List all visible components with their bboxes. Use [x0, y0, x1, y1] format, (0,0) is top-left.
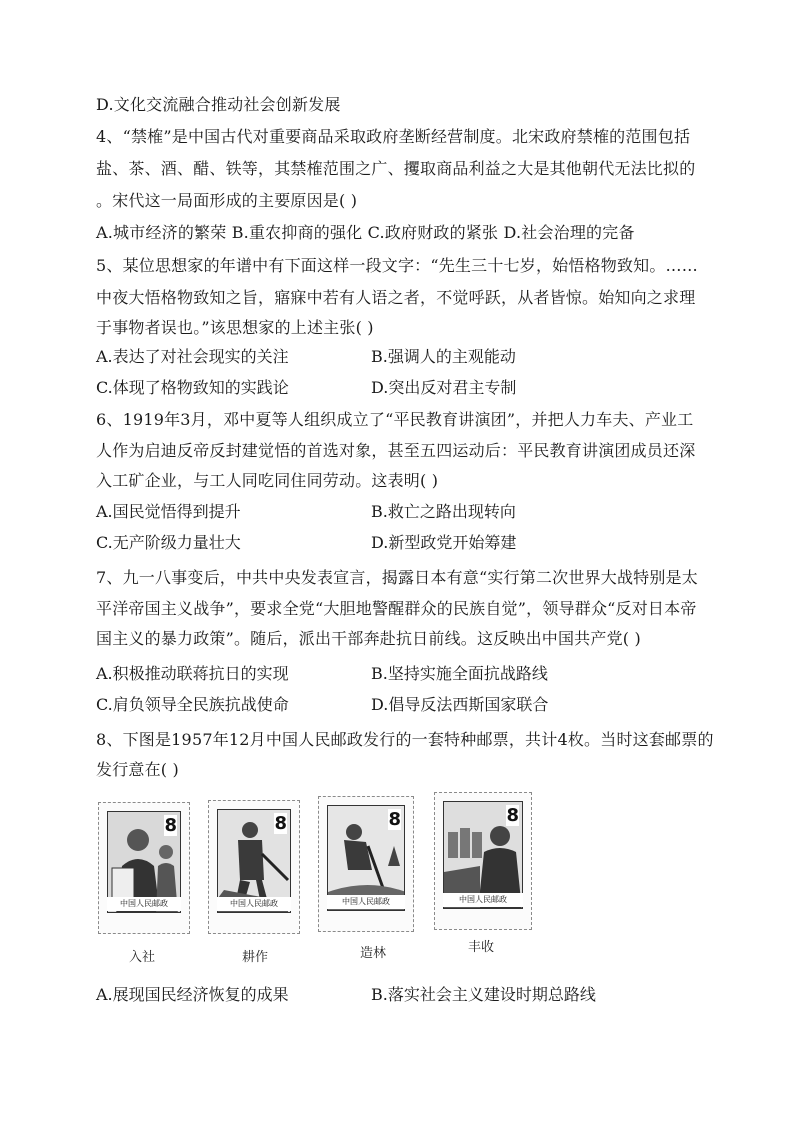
q5-option-a: A.表达了对社会现实的关注	[96, 347, 289, 366]
stamp-afforestation	[318, 796, 414, 932]
q8-stem-line-2: 发行意在( )	[96, 760, 179, 779]
q5-option-b: B.强调人的主观能动	[371, 347, 516, 366]
stamp-post-text: 中国人民邮政	[327, 895, 405, 909]
q3-option-d: D.文化交流融合推动社会创新发展	[96, 95, 341, 114]
q6-option-c: C.无产阶级力量壮大	[96, 533, 241, 552]
stamp-harvest	[434, 792, 532, 930]
q6-option-b: B.救亡之路出现转向	[371, 502, 516, 521]
q4-stem-line-2: 盐、茶、酒、醋、铁等，其禁榷范围之广、攫取商品利益之大是其他朝代无法比拟的	[96, 159, 696, 178]
q6-stem-line-3: 入工矿企业，与工人同吃同住同劳动。这表明( )	[96, 471, 439, 490]
stamp-join-commune	[98, 802, 190, 934]
q7-option-d: D.倡导反法西斯国家联合	[371, 695, 549, 714]
q5-option-d: D.突出反对君主专制	[371, 378, 517, 397]
q4-stem-line-1: 4、“禁榷”是中国古代对重要商品采取政府垄断经营制度。北宋政府禁榷的范围包括	[96, 127, 691, 146]
q6-option-d: D.新型政党开始筹建	[371, 533, 517, 552]
q8-option-a: A.展现国民经济恢复的成果	[96, 985, 289, 1004]
stamp-caption-3: 造林	[360, 946, 387, 961]
stamp-denomination: 8	[164, 815, 177, 836]
stamp-post-text: 中国人民邮政	[217, 897, 291, 911]
stamp-denomination: 8	[388, 809, 401, 830]
q7-stem-line-1: 7、九一八事变后，中共中央发表宣言，揭露日本有意“实行第二次世界大战特别是太	[96, 568, 698, 587]
stamp-set-figure	[96, 790, 532, 970]
q7-option-b: B.坚持实施全面抗战路线	[371, 664, 548, 683]
q5-stem-line-2: 中夜大悟格物致知之旨，寤寐中若有人语之者，不觉呼跃，从者皆惊。始知向之求理	[96, 288, 696, 307]
stamp-post-text: 中国人民邮政	[107, 897, 181, 911]
q5-stem-line-1: 5、某位思想家的年谱中有下面这样一段文字：“先生三十七岁，始悟格物致知。……	[96, 256, 698, 275]
q6-option-a: A.国民觉悟得到提升	[96, 502, 241, 521]
q6-stem-line-1: 6、1919年3月，邓中夏等人组织成立了“平民教育讲演团”，并把人力车夫、产业工	[96, 410, 694, 429]
q8-option-b: B.落实社会主义建设时期总路线	[371, 985, 596, 1004]
stamp-caption-4: 丰收	[468, 940, 495, 955]
stamp-denomination: 8	[506, 805, 519, 826]
q7-option-a: A.积极推动联蒋抗日的实现	[96, 664, 289, 683]
stamp-caption-1: 入社	[129, 950, 156, 965]
stamp-caption-2: 耕作	[242, 950, 269, 965]
q5-option-c: C.体现了格物致知的实践论	[96, 378, 289, 397]
q7-stem-line-2: 平洋帝国主义战争”，要求全党“大胆地警醒群众的民族自觉”，领导群众“反对日本帝	[96, 599, 697, 618]
stamp-post-text: 中国人民邮政	[443, 893, 523, 907]
q5-stem-line-3: 于事物者误也。”该思想家的上述主张( )	[96, 318, 374, 337]
q4-options: A.城市经济的繁荣 B.重农抑商的强化 C.政府财政的紧张 D.社会治理的完备	[96, 223, 635, 242]
q4-stem-line-3: 。宋代这一局面形成的主要原因是( )	[96, 191, 358, 210]
q7-stem-line-3: 国主义的暴力政策”。随后，派出干部奔赴抗日前线。这反映出中国共产党( )	[96, 629, 641, 648]
q7-option-c: C.肩负领导全民族抗战使命	[96, 695, 289, 714]
stamp-farming	[208, 800, 300, 934]
q8-stem-line-1: 8、下图是1957年12月中国人民邮政发行的一套特种邮票，共计4枚。当时这套邮票的	[96, 730, 714, 749]
q6-stem-line-2: 人作为启迪反帝反封建觉悟的首选对象，甚至五四运动后：平民教育讲演团成员还深	[96, 441, 696, 460]
stamp-denomination: 8	[274, 813, 287, 834]
